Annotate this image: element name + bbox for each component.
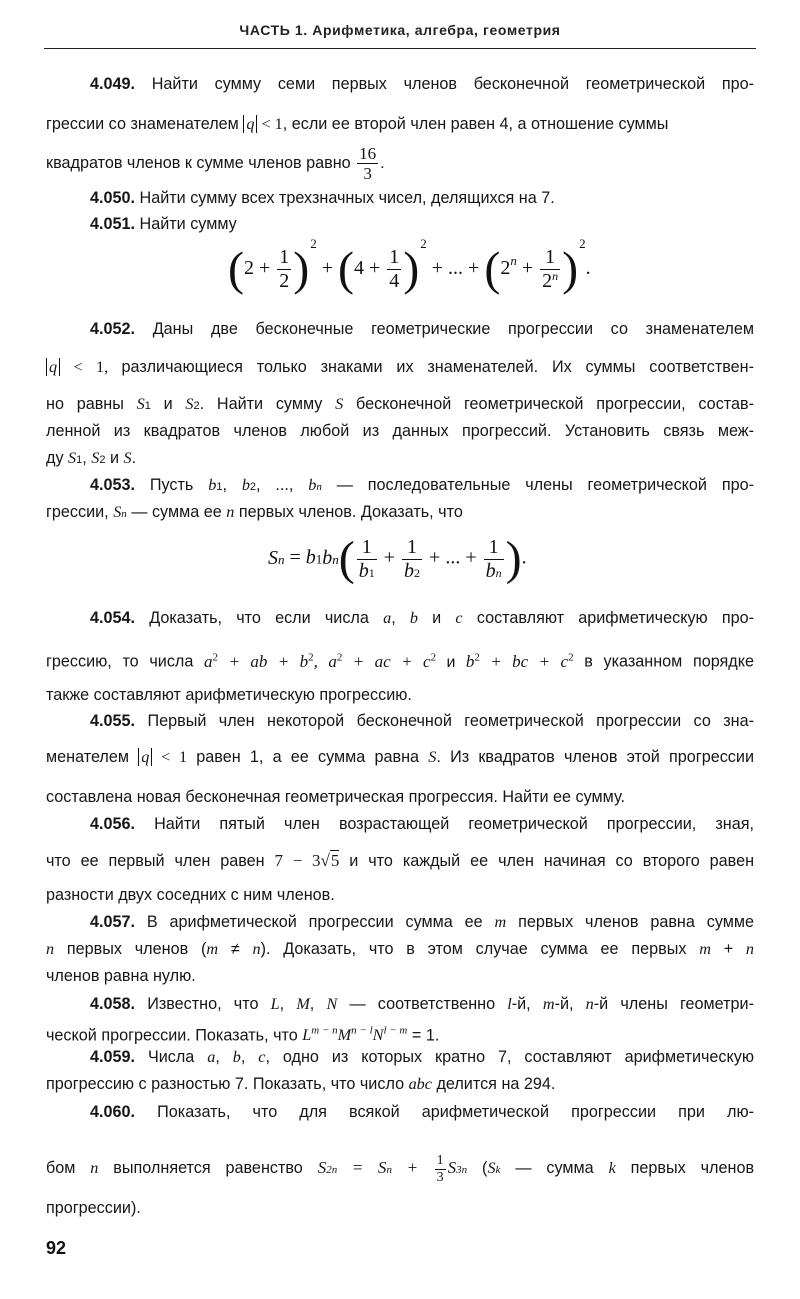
problem-text: Найти сумму всех трехзначных чисел, делящихся на 7. [139, 189, 555, 207]
problem-4052-line3: но равны S1 и S2. Найти сумму S бесконечной геометрической прогрессии, состав- [46, 395, 755, 413]
problem-4060-line1: 4.060. Показать, что для всякой арифметической прогрессии при лю- [90, 1103, 755, 1121]
problem-4054-line3 [46, 684, 754, 706]
problem-4052-line2: q < 1, различающиеся только знаками их знаменателей. Их суммы соответствен- [46, 356, 754, 378]
problem-text: прогрессии). [46, 1199, 141, 1217]
problem-number: 4.056. [90, 815, 136, 833]
problem-number: 4.058. [90, 995, 136, 1013]
problem-text: , если ее второй член равен 4, а отношение суммы [282, 115, 669, 133]
problem-4049-line1 [90, 73, 754, 95]
problem-text: разности двух соседних с ним членов. [46, 886, 335, 904]
problem-4056-line3 [46, 884, 754, 906]
problem-4049-line2: грессии со знаменателем q < 1, если ее второй член равен 4, а отношение суммы [46, 115, 669, 133]
problem-4057-line2: n первых членов (m ≠ n). Доказать, что в этом случае сумма ее первых m + n [46, 940, 755, 958]
problem-4057-line3 [46, 965, 754, 987]
problem-4055-line3 [46, 786, 754, 808]
problem-text: Найти сумму семи первых членов бесконечной геометрической про- [151, 75, 754, 93]
problem-4052-line1 [90, 318, 754, 340]
problem-text: членов равна нулю. [46, 967, 196, 985]
problem-4058-line2: ческой прогрессии. Показать, что $L^{m - n}M^{n - l}N^{l - m} = 1$. [46, 1025, 440, 1045]
fraction-16-3: $\frac{16}{3}$ [359, 143, 377, 184]
problem-4059-line2: прогрессию с разностью 7. Показать, что число abc делится на 294. [46, 1075, 556, 1093]
problem-number: 4.051. [90, 215, 136, 233]
problem-4051 [90, 213, 754, 235]
problem-text: ленной из квадратов членов любой из данных прогрессий. Установить связь меж- [46, 422, 754, 440]
problem-4054-line2: грессию, то числа $a^2$ + ab + $b^2$, $a^2$ + ac + $c^2$ и $b^2$ + bc + $c^2$ в указанном порядке [46, 651, 755, 671]
problem-number: 4.059. [90, 1048, 136, 1066]
problem-4053-line2: грессии, Sn — сумма ее n первых членов. Доказать, что [46, 503, 463, 521]
problem-number: 4.060. [90, 1103, 136, 1121]
problem-4060-line3 [46, 1197, 754, 1219]
problem-number: 4.054. [90, 609, 136, 627]
problem-text: составлена новая бесконечная геометрическая прогрессия. Найти ее сумму. [46, 788, 625, 806]
problem-text: квадратов членов к сумме членов равно [46, 154, 351, 172]
problem-number: 4.055. [90, 712, 136, 730]
problem-4060-line2: бом n выполняется равенство S2n = Sn + $\frac{1}{3}$ S3n (Sk — сумма k первых членов [46, 1152, 755, 1185]
running-header: ЧАСТЬ 1. Арифметика, алгебра, геометрия [239, 22, 561, 38]
problem-4058-line1: 4.058. Известно, что L, M, N — соответственно l-й, m-й, n-й члены геометри- [90, 995, 754, 1013]
problem-text: Даны две бесконечные геометрические прогрессии со знаменателем [152, 320, 755, 338]
formula-sn: Sn = b1bn( $\frac{1}{b1}$ + $\frac{1}{b2}$ + ... + $\frac{1}{bn}$ ). [268, 532, 527, 585]
problem-4053-line1: 4.053. Пусть b1, b2, ..., bn — последовательные члены геометрической про- [90, 476, 754, 494]
problem-number: 4.057. [90, 913, 136, 931]
problem-text: также составляют арифметическую прогрессию. [46, 686, 412, 704]
problem-text: различающиеся только знаками их знаменателей. Их суммы соответствен- [121, 358, 754, 376]
problem-4059-line1: 4.059. Числа a, b, c, одно из которых кратно 7, составляют арифметическую [90, 1048, 755, 1066]
problem-number: 4.049. [90, 75, 136, 93]
problem-number: 4.053. [90, 476, 136, 494]
problem-4055-line1: 4.055. Первый член некоторой бесконечной геометрической прогрессии со зна- [90, 712, 755, 730]
problem-4052-line4 [46, 420, 754, 442]
problem-4056-line2: что ее первый член равен 7 − 3√5 и что каждый ее член начиная со второго равен [46, 851, 755, 870]
problem-number: 4.050. [90, 189, 136, 207]
problem-4049-line3: квадратов членов к сумме членов равно $\frac{16}{3}$ . [46, 143, 385, 184]
problem-text: Найти сумму [139, 215, 237, 233]
problem-4052-line5: ду S1, S2 и S. [46, 449, 137, 467]
problem-number: 4.052. [90, 320, 136, 338]
problem-4056-line1: 4.056. Найти пятый член возрастающей геометрической прогрессии, зная, [90, 815, 754, 833]
header-rule [44, 48, 756, 49]
problem-4055-line2: менателем q < 1 равен 1, а ее сумма равна S. Из квадратов членов этой прогрессии [46, 748, 754, 766]
problem-text: грессии со знаменателем [46, 115, 239, 133]
formula-sum-of-squares: (2 + $\frac{1}{2}$ )$^2$ + (4 + $\frac{1}{4}$ )$^2$ + ... + ($2^n$ + $\frac{1}{2^n}$ )$^2$. [228, 236, 591, 296]
problem-4050 [90, 187, 754, 209]
problem-4057-line1: 4.057. В арифметической прогрессии сумма ее m первых членов равна сумме [90, 913, 755, 931]
page-number: 92 [46, 1238, 67, 1258]
problem-4054-line1: 4.054. Доказать, что если числа a, b и c составляют арифметическую про- [90, 609, 755, 627]
